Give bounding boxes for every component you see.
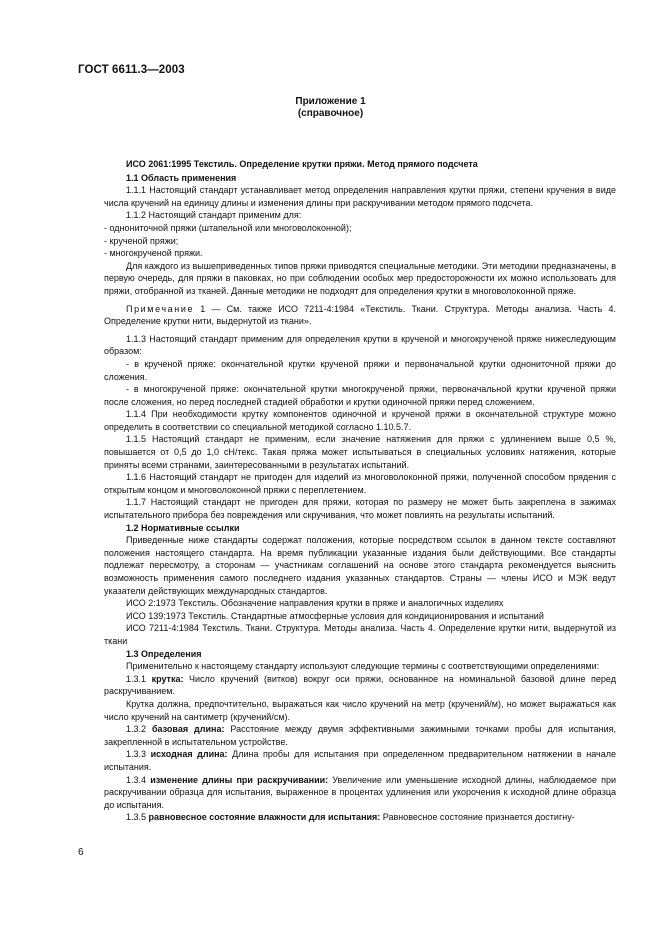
paragraph: 1.1.3 Настоящий стандарт применим для определения крутки в крученой и многокрученой пряже нижеследующим образом: xyxy=(104,333,616,357)
document-body xyxy=(104,158,616,824)
definition-term: базовая длина: xyxy=(151,724,225,735)
definition-text: Число кручений (витков) вокруг оси пряжи, основанное на номинальной базовой длине перед раскручиванием. xyxy=(104,673,616,697)
section-heading-1-1: 1.1 Область применения xyxy=(126,172,237,183)
appendix-title: Приложение 1 xyxy=(295,96,366,107)
paragraph: 1.1.2 Настоящий стандарт применим для: xyxy=(126,210,302,221)
appendix-subtitle: (справочное) xyxy=(297,108,364,119)
paragraph: 1.1.1 Настоящий стандарт устанавливает метод определения направления крутки пряжи, степени кручения в виде числа кручений на единицу длины и изменения длины при раскручивании методом прямого подсчета. xyxy=(104,185,616,208)
standard-code: ГОСТ 6611.3—2003 xyxy=(78,64,185,76)
section-heading-1-3: 1.3 Определения xyxy=(126,648,202,659)
paragraph: 1.1.5 Настоящий стандарт не применим, если значение натяжения для пряжи с удлинением выше 0,5 %, повышается от 0,5 до 1,0 сН/текс. Такая пряжа может испытываться в специальных условиях натяжения, которые приняты всеми странами, заинтересованными в результатах испытаний. xyxy=(104,434,616,470)
definition-note: Крутка должна, предпочтительно, выражаться как число кручений на метр (кручений/м), но может выражаться как число кручений на сантиметр (кручений/см). xyxy=(104,698,616,722)
definition-number: 1.3.3 xyxy=(126,749,151,760)
note xyxy=(104,303,616,328)
definition-text: Равновесное состояние признается достигну- xyxy=(380,812,575,823)
paragraph: Применительно к настоящему стандарту используют следующие термины с соответствующими определениями: xyxy=(126,661,600,672)
section-heading-1-2: 1.2 Нормативные ссылки xyxy=(126,522,240,533)
definition-term: равновесное состояние влажности для испытания: xyxy=(148,812,381,823)
reference-item: ИСО 7211-4:1984 Текстиль. Ткани. Структура. Методы анализа. Часть 4. Определение крутки нити, выдернутой из ткани xyxy=(104,623,616,646)
paragraph: 1.1.6 Настоящий стандарт не пригоден для изделий из многоволоконной пряжи, полученной способом прядения с открытым концом и многоволоконной пряжи с переплетением. xyxy=(104,472,616,495)
paragraph: 1.1.7 Настоящий стандарт не пригоден для пряжи, которая по размеру не может быть закреплена в зажимах испытательного прибора без повреждения или скручивания, что может повлиять на результаты испытаний. xyxy=(104,497,616,521)
list-item: - крученой пряжи; xyxy=(104,235,179,246)
note-label: Примечание xyxy=(126,303,195,314)
list-item: - многокрученой пряжи. xyxy=(104,248,203,259)
definition-text: Расстояние между двумя эффективными зажимными точками пробы для испытания, закрепленной в испытательном устройстве. xyxy=(104,724,616,747)
definition-text: Длина пробы для испытания при определенном предварительном натяжении в начале испытания. xyxy=(104,749,617,772)
paragraph: Приведенные ниже стандарты содержат положения, которые посредством ссылок в данном тексте составляют положения настоящего стандарта. На время публикации указанные издания были действующими. Все стандарты подлежат пересмотру, а сторонам — участникам соглашений на основе этого стандарта рекомендуется выяснить возможность применения самого последнего издания указанных стандартов. Страны — члены ИСО и МЭК ведут указатели действующих международных стандартов. xyxy=(104,535,616,596)
paragraph: - в многокрученой пряже: окончательной крутки многокрученой пряжи, первоначальной крутки крученой пряжи после сложения, но перед последней стадией обработки и крутки одиночной пряжи перед сложением. xyxy=(104,384,616,407)
list-item: - однониточной пряжи (штапельной или многоволоконной); xyxy=(104,222,352,233)
page-number: 6 xyxy=(78,847,84,858)
paragraph: Для каждого из вышеприведенных типов пряжи приводятся специальные методики. Эти методики предназначены, в первую очередь, для пряжи в паковках, но при соблюдении особых мер предосторожности их можно использовать для пряжи, отобранной из тканей. Данные методики не подходят для определения крутки в многоволоконной пряже. xyxy=(104,260,616,296)
definition-number: 1.3.2 xyxy=(126,724,152,735)
definition-number: 1.3.4 xyxy=(126,774,151,785)
definition-text: Увеличение или уменьшение исходной длины, наблюдаемое при раскручивании образца для испытания, выраженное в процентах удлинения или укорочения к исходной длине образца до испытания. xyxy=(104,774,616,810)
definition-item xyxy=(104,748,616,773)
definition-item xyxy=(104,811,616,824)
definition-term: исходная длина: xyxy=(150,749,228,760)
reference-item: ИСО 139:1973 Текстиль. Стандартные атмосферные условия для кондиционирования и испытаний xyxy=(126,610,544,621)
note-text: 1 — См. также ИСО 7211-4:1984 «Текстиль. Ткани. Структура. Методы анализа. Часть 4. Определение крутки нити, выдернутой из ткани». xyxy=(104,303,616,327)
paragraph: - в крученой пряже: окончательной крутки крученой пряжи и первоначальной крутки однониточной пряжи до сложения. xyxy=(104,358,616,382)
definition-number: 1.3.1 xyxy=(126,673,152,684)
definition-item xyxy=(104,774,616,812)
definition-item xyxy=(104,723,616,748)
reference-item: ИСО 2:1973 Текстиль. Обозначение направления крутки в пряже и аналогичных изделиях xyxy=(126,598,504,609)
appendix-heading xyxy=(0,96,661,120)
document-title: ИСО 2061:1995 Текстиль. Определение крутки пряжи. Метод прямого подсчета xyxy=(126,159,478,169)
definition-term: крутка: xyxy=(151,673,184,684)
paragraph: 1.1.4 При необходимости крутку компонентов одиночной и крученой пряжи в окончательной структуре можно определить в соответствии со специальной методикой согласно 1.10.5.7. xyxy=(104,409,616,432)
definition-term: изменение длины при раскручивании: xyxy=(150,774,329,785)
definition-number: 1.3.5 xyxy=(126,812,149,823)
definition-item xyxy=(104,673,616,698)
